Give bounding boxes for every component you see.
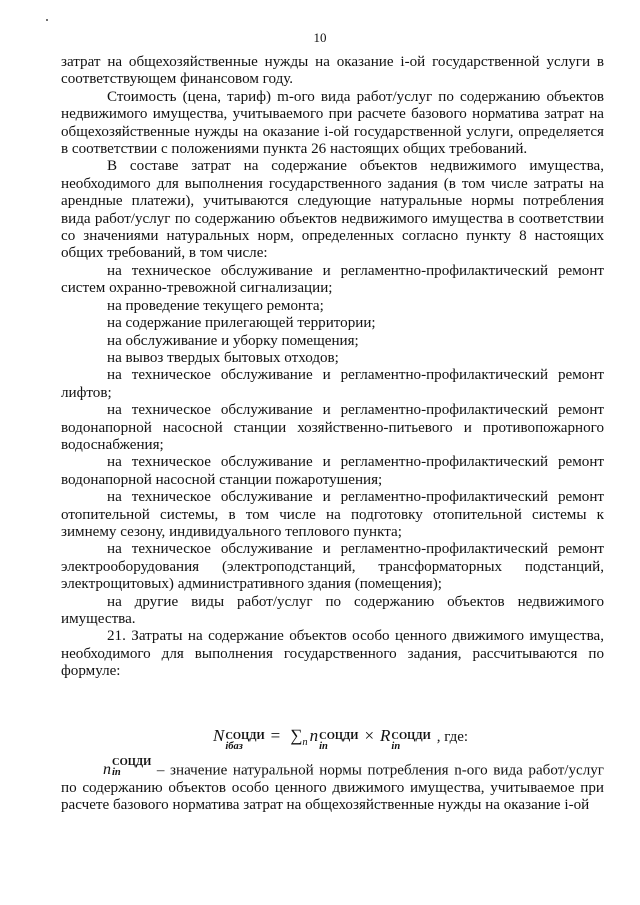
list-item: на техническое обслуживание и регламентно-профилактический ремонт систем охранно-тревожной сигнализации;: [61, 262, 604, 297]
list-item: на другие виды работ/услуг по содержанию объектов недвижимого имущества.: [61, 593, 604, 627]
formula-term2-subscript: in: [391, 741, 401, 752]
definition-symbol-group: [103, 757, 152, 780]
formula-expression: [213, 726, 468, 754]
definition-paragraph: [61, 757, 604, 815]
definition-superscript: СОЦДИ: [112, 757, 152, 768]
formula-times: ×: [364, 726, 375, 745]
formula-term1-subscript: in: [319, 741, 328, 752]
definition: [61, 757, 604, 815]
document-body: [61, 54, 604, 681]
list-item: на вывоз твердых бытовых отходов;: [107, 349, 339, 366]
formula-term1-symbol: n: [309, 726, 319, 745]
list-item: на техническое обслуживание и регламентно-профилактический ремонт лифтов;: [61, 367, 604, 401]
list-item: на обслуживание и уборку помещения;: [107, 332, 359, 349]
list-item: на техническое обслуживание и регламентно-профилактический ремонт отопительной системы, в том числе на подготовку отопительной системы к зимнему сезону, индивидуального теплового пункта;: [61, 489, 604, 540]
list-item: на техническое обслуживание и регламентно-профилактический ремонт водонапорной насосной станции пожаротушения;: [61, 454, 604, 488]
list-item: на техническое обслуживание и регламентно-профилактический ремонт электрооборудования (электроподстанций, трансформаторных подстанций, электрощитовых) административного здания (помещения);: [61, 541, 604, 593]
list-item: на проведение текущего ремонта;: [107, 297, 324, 314]
paragraph: затрат на общехозяйственные нужды на оказание i-ой государственной услуги в соответствующем финансовом году.: [61, 54, 604, 88]
formula-sum-index: n: [302, 737, 308, 748]
formula-where: , где:: [436, 729, 469, 745]
formula-term2-superscript: СОЦДИ: [391, 731, 431, 742]
list-item: на содержание прилегающей территории;: [107, 315, 376, 332]
formula-sum-sign: ∑: [290, 726, 303, 745]
definition-text: – значение натуральной нормы потребления n-ого вида работ/услуг по содержанию объектов особо ценного движимого имущества, учитываемое при расчете базового норматива затрат на общехозяйственные нужды на оказание i-ой: [61, 762, 604, 814]
section-paragraph: 21. Затраты на содержание объектов особо ценного движимого имущества, необходимого для выполнения государственного задания, рассчитываются по формуле:: [61, 628, 604, 680]
formula-lhs-symbol: N: [213, 726, 225, 745]
page-number: 10: [313, 30, 327, 45]
formula-term1-superscript: СОЦДИ: [319, 731, 359, 742]
definition-symbol: n: [103, 761, 111, 779]
list-item: на техническое обслуживание и регламентно-профилактический ремонт водонапорной насосной станции хозяйственно-питьевого и противопожарного водоснабжения;: [61, 402, 604, 453]
formula-lhs-subscript: iбаз: [225, 741, 243, 752]
scan-dot: [46, 19, 48, 21]
paragraph: Стоимость (цена, тариф) m-ого вида работ/услуг по содержанию объектов недвижимого имущества, учитываемого при расчете базового норматива затрат на общехозяйственные нужды на оказание i-ой государственной услуги, определяется в соответствии с положениями пункта 26 настоящих общих требований.: [61, 88, 604, 158]
definition-subscript: in: [112, 767, 121, 778]
formula: [61, 726, 604, 756]
formula-lhs-superscript: СОЦДИ: [225, 731, 265, 742]
paragraph: В составе затрат на содержание объектов недвижимого имущества, необходимого для выполнения государственного задания (в том числе затраты на арендные платежи), учитываются следующие натуральные нормы потребления вида работ/услуг по содержанию объектов недвижимого имущества в соответствии со значениями натуральных норм, определенных согласно пункту 8 настоящих общих требований, в том числе:: [61, 158, 604, 262]
formula-equals: =: [270, 726, 281, 745]
formula-term2-symbol: R: [380, 726, 391, 745]
